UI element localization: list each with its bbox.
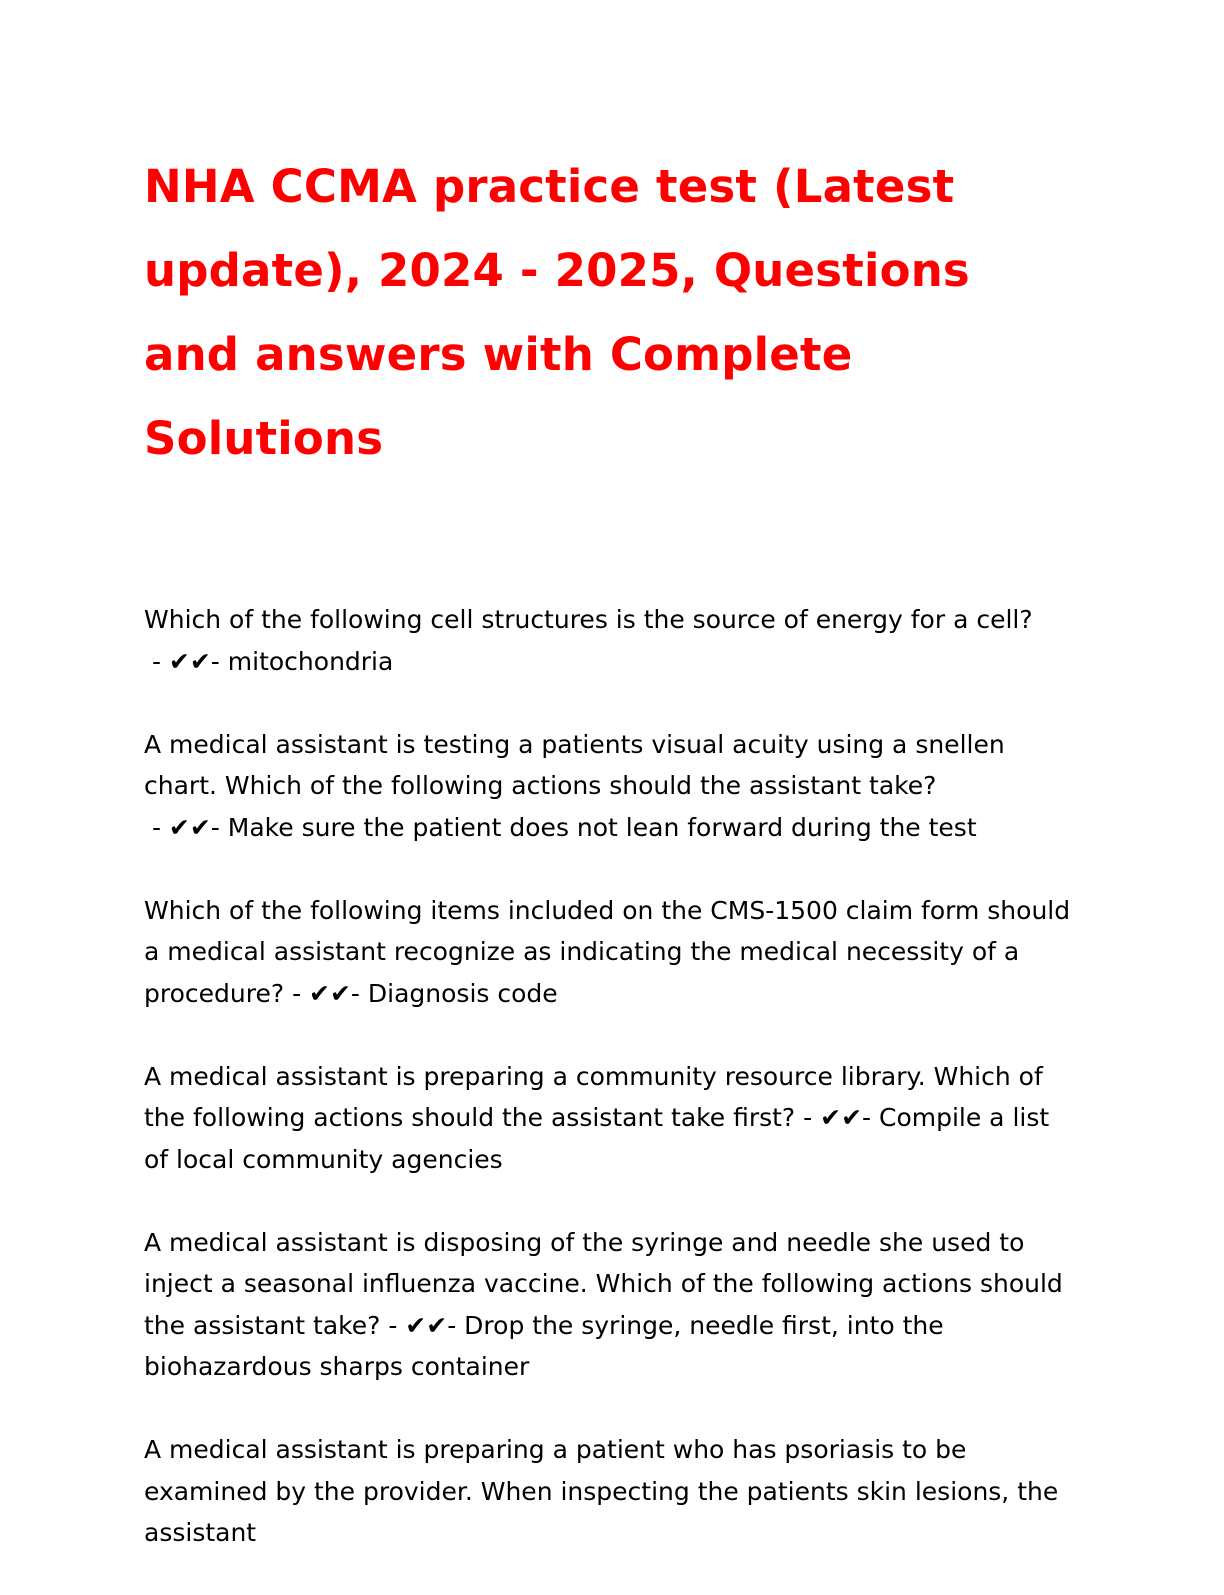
question-text: A medical assistant is disposing of the syringe and needle she used to inject a seasonal influenza vaccine. Which of the following actions should the assistant take? xyxy=(144,1227,1063,1340)
qa-item xyxy=(144,724,1074,849)
qa-item xyxy=(144,890,1074,1015)
answer-marker: - ✔✔- xyxy=(144,646,228,676)
document-page xyxy=(144,145,1074,1595)
answer-marker: - ✔✔- xyxy=(380,1310,465,1340)
answer-marker: - ✔✔- xyxy=(144,812,228,842)
question-text: A medical assistant is preparing a community resource library. Which of the following actions should the assistant take first? xyxy=(144,1061,1043,1132)
document-title: NHA CCMA practice test (Latest update), 2024 - 2025, Questions and answers with Complete Solutions xyxy=(144,160,970,465)
question-text: Which of the following cell structures is the source of energy for a cell? xyxy=(144,605,1033,634)
answer-text: Diagnosis code xyxy=(367,978,558,1008)
answer-text: Make sure the patient does not lean forward during the test xyxy=(227,812,977,842)
question-text: A medical assistant is preparing a patient who has psoriasis to be examined by the provider. When inspecting the patients skin lesions, the assistant xyxy=(144,1435,1059,1547)
answer-text: Drop the syringe, needle first, into the biohazardous sharps container xyxy=(144,1310,944,1381)
qa-list xyxy=(144,599,1074,1554)
qa-item xyxy=(144,1222,1074,1388)
answer-marker: - ✔✔- xyxy=(284,978,368,1008)
qa-item xyxy=(144,1056,1074,1181)
question-text: Which of the following items included on the CMS-1500 claim form should a medical assistant recognize as indicating the medical necessity of a procedure? xyxy=(144,895,1071,1008)
answer-marker: - ✔✔- xyxy=(795,1103,879,1132)
qa-item xyxy=(144,599,1074,682)
answer-text: Compile a list of local community agencies xyxy=(144,1103,1050,1174)
qa-item xyxy=(144,1429,1074,1554)
question-text: A medical assistant is testing a patients visual acuity using a snellen chart. Which of the following actions should the assistant take? xyxy=(144,729,1005,800)
answer-text: mitochondria xyxy=(227,646,394,676)
